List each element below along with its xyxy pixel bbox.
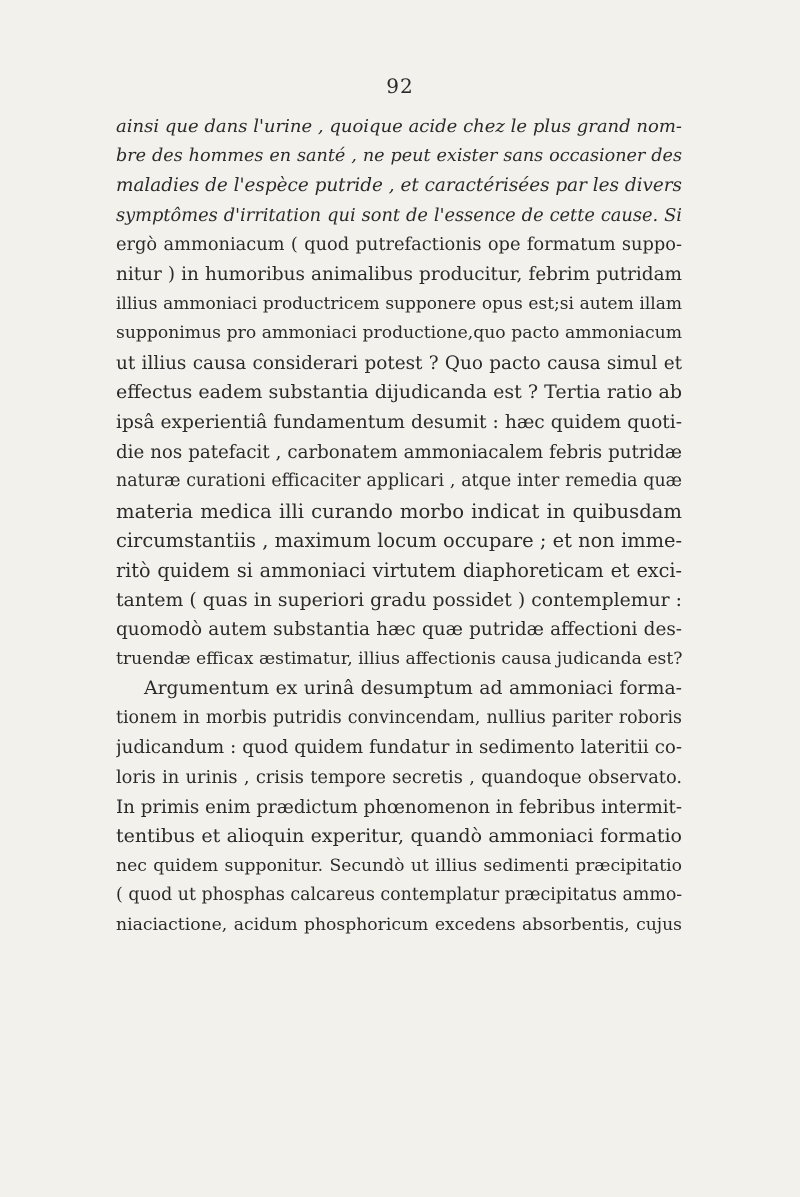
french-quote-end: symptômes d'irritation qui sont de l'essence de cette cause. Si (116, 204, 682, 226)
text-line: ergò ammoniacum ( quod putrefactionis ope formatum suppo- (116, 234, 682, 256)
text-line: niaciactione, acidum phosphoricum excedens absorbentis, cujus (116, 915, 682, 936)
text-line: nec quidem supponitur. Secundò ut illius sedimenti præcipitatio (116, 855, 682, 876)
text-line: judicandum : quod quidem fundatur in sedimento lateritii co- (116, 737, 682, 759)
text-line: effectus eadem substantia dijudicanda est ? Tertia ratio ab (116, 381, 682, 404)
text-line: nitur ) in humoribus animalibus producitur, febrim putridam (116, 263, 682, 285)
text-line: tantem ( quas in superiori gradu possidet ) contemplemur : (116, 589, 682, 611)
text-line: ( quod ut phosphas calcareus contemplatur præcipitatus ammo- (116, 885, 682, 906)
text-line: tionem in morbis putridis convincendam, nullius pariter roboris (116, 707, 682, 728)
text-line: tentibus et alioquin experitur, quandò ammoniaci formatio (116, 825, 682, 848)
body-text (116, 112, 682, 941)
text-line: ritò quidem si ammoniaci virtutem diaphoreticam et exci- (116, 558, 682, 582)
text-line: In primis enim prædictum phœnomenon in febribus intermit- (116, 796, 682, 818)
text-line: ut illius causa considerari potest ? Quo pacto causa simul et (116, 352, 682, 374)
page-number: 92 (386, 74, 414, 98)
text-line: loris in urinis , crisis tempore secretis , quandoque observato. (116, 767, 682, 789)
text-line (116, 201, 682, 231)
text-line: die nos patefacit , carbonatem ammoniacalem febris putridæ (116, 441, 682, 463)
text-line: maladies de l'espèce putride , et caractérisées par les divers (116, 175, 682, 197)
text-line: quomodò autem substantia hæc quæ putridæ affectioni des- (116, 619, 682, 641)
text-line: illius ammoniaci productricem supponere opus est;si autem illam (116, 293, 682, 314)
text-line: truendæ efficax æstimatur, illius affectionis causa judicanda est? (116, 648, 682, 669)
text-line: ipsâ experientiâ fundamentum desumit : hæc quidem quoti- (116, 411, 682, 433)
text-line: bre des hommes en santé , ne peut exister sans occasioner des (116, 145, 682, 166)
text-line: circumstantiis , maximum locum occupare ; et non imme- (116, 529, 682, 553)
text-line: materia medica illi curando morbo indicat in quibusdam (116, 499, 682, 523)
text-line: supponimus pro ammoniaci productione,quo pacto ammoniacum (116, 323, 682, 344)
text-line: Argumentum ex urinâ desumptum ad ammoniaci forma- (144, 678, 682, 700)
text-line: naturæ curationi efficaciter applicari , atque inter remedia quæ (116, 471, 682, 492)
text-line: ainsi que dans l'urine , quoique acide chez le plus grand nom- (116, 116, 682, 137)
